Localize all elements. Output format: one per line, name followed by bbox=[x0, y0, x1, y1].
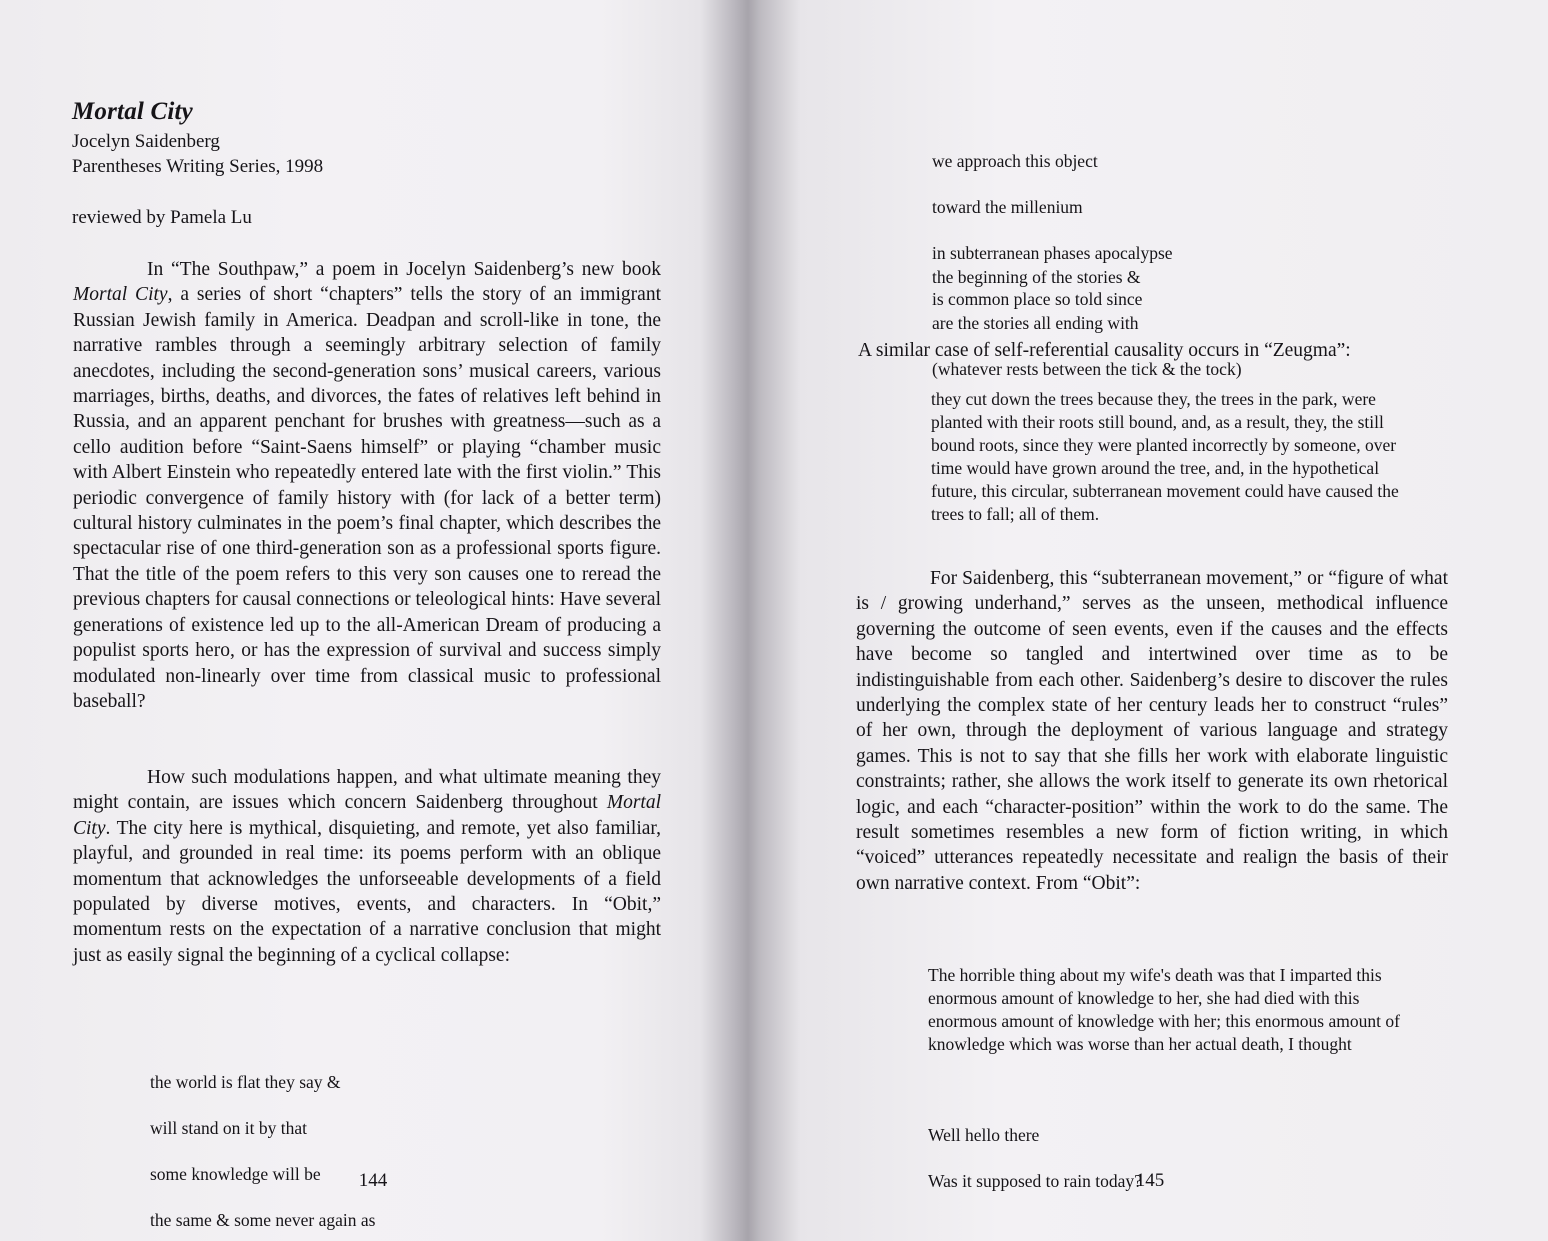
review-paragraph-2 bbox=[73, 765, 661, 968]
poem-line: (whatever rests between the tick & the tock) bbox=[932, 359, 1242, 379]
poem-line: the world is flat they say & bbox=[150, 1072, 341, 1092]
paragraph-1-text: In “The Southpaw,” a poem in Jocelyn Saidenberg’s new book Mortal City, a series of short “chapters” tells the story of an immigrant Russian Jewish family in America. Deadpan and scroll-like in tone, the narrative rambles through a seemingly arbitrary selection of family anecdotes, including the second-generation sons’ musical careers, various marriages, births, deaths, and divorces, the fates of relatives left behind in Russia, and an apparent penchant for brushes with greatness—such as a cello audition before “Saint-Saens himself” or playing “chamber music with Albert Einstein who repeatedly entered late with the first violin.” This periodic convergence of family history with (for lack of a better term) cultural history culminates in the poem’s final chapter, which describes the spectacular rise of one third-generation son as a professional sports figure. That the title of the poem refers to this very son causes one to reread the previous chapters for causal connections or teleological hints: Have several generations of existence led up to the all-American Dream of producing a populist sports hero, or has the expression of survival and success simply modulated non-linearly over time from classical music to professional baseball? bbox=[73, 259, 661, 712]
paragraph-2-text: How such modulations happen, and what ultimate meaning they might contain, are issues which concern Saidenberg throughout Mortal City. The city here is mythical, disquieting, and remote, yet also familiar, playful, and grounded in real time: its poems perform with an oblique momentum that acknowledges the unforseeable developments of a field populated by diverse motives, events, and characters. In “Obit,” momentum rests on the expectation of a narrative conclusion that might just as easily signal the beginning of a cyclical collapse: bbox=[73, 767, 661, 966]
poem-line: toward the millenium bbox=[932, 197, 1083, 217]
reviewer-line: reviewed by Pamela Lu bbox=[72, 207, 252, 228]
right-page bbox=[760, 0, 1548, 1241]
obit-poem-excerpt bbox=[150, 1048, 530, 1241]
zeugma-quote: they cut down the trees because they, the trees in the park, were planted with their roots still bound, and, as a result, they, the still bound roots, since they were planted incorrectly by someone, over time would have grown around the tree, and, in the hypothetical future, this circular, subterranean movement could have caused the trees to fall; all of them. bbox=[931, 389, 1399, 524]
poem-line: Well hello there bbox=[928, 1125, 1040, 1145]
author-name: Jocelyn Saidenberg bbox=[72, 131, 220, 152]
review-paragraph-3 bbox=[856, 566, 1448, 896]
inline-book-title: Mortal City bbox=[73, 284, 168, 306]
review-paragraph-1 bbox=[73, 257, 661, 714]
poem-line: we approach this object bbox=[932, 151, 1098, 171]
closing-lines bbox=[928, 1101, 1348, 1216]
poem-line: is common place so told since bbox=[932, 289, 1143, 309]
page-number-left: 144 bbox=[358, 1170, 388, 1191]
poem-line: are the stories all ending with bbox=[932, 313, 1139, 333]
poem-line: Was it supposed to rain today? bbox=[928, 1171, 1142, 1191]
poem-stanza-2 bbox=[932, 243, 1372, 404]
poem-line: will stand on it by that bbox=[150, 1118, 308, 1138]
inline-book-title: Mortal City bbox=[73, 792, 661, 839]
publisher-line: Parentheses Writing Series, 1998 bbox=[72, 156, 324, 177]
poem-line: in subterranean phases apocalypse bbox=[932, 243, 1173, 263]
page-number-right: 145 bbox=[1135, 1170, 1165, 1191]
obit-quote: The horrible thing about my wife's death was that I imparted this enormous amount of knowledge to her, she had died with this enormous amount of knowledge with her; this enormous amount of knowledge which was worse than her actual death, I thought bbox=[928, 965, 1400, 1054]
left-page bbox=[0, 0, 740, 1241]
transition-sentence: A similar case of self-referential causality occurs in “Zeugma”: bbox=[858, 340, 1351, 361]
paragraph-3-text: For Saidenberg, this “subterranean movement,” or “figure of what is / growing underhand,” serves as the unseen, methodical influence governing the outcome of seen events, even if the causes and the effects have become so tangled and intertwined over time as to be indistinguishable from each other. Saidenberg’s desire to discover the rules underlying the complex state of her century leads her to construct “rules” of her own, through the deployment of various language and strategy games. This is not to say that she fills her work with elaborate linguistic constraints; rather, she allows the work itself to generate its own rhetorical logic, and each “character-position” within the work to do the same. The result sometimes resembles a new form of fiction writing, in which “voiced” utterances repeatedly necessitate and realign the basis of their own narrative context. From “Obit”: bbox=[856, 568, 1448, 894]
book-title: Mortal City bbox=[72, 98, 193, 125]
poem-line: some knowledge will be bbox=[150, 1164, 321, 1184]
poem-line: the same & some never again as bbox=[150, 1210, 376, 1230]
poem-line: the beginning of the stories & bbox=[932, 267, 1141, 287]
